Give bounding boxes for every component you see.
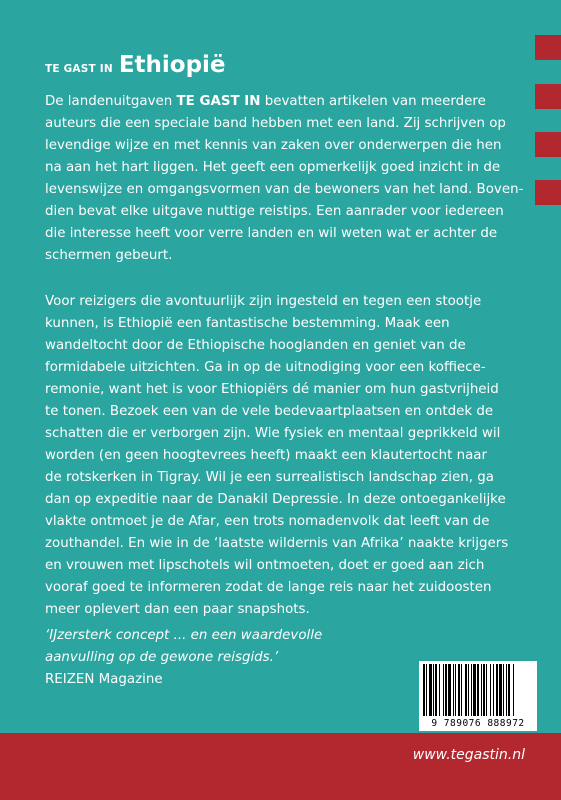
text-line: meer oplevert dan een paar snapshots.: [45, 602, 310, 617]
text-line: en vrouwen met lipschotels wil ontmoeten, doet er goed aan zich: [45, 558, 485, 573]
book-title: [45, 52, 226, 78]
text-line: dien bevat elke uitgave nuttige reistips. Een aanrader voor iedereen: [45, 204, 504, 219]
barcode-bar: [455, 664, 456, 716]
barcode-bar: [445, 664, 447, 716]
barcode-bar: [483, 664, 485, 716]
footer-band: [0, 733, 561, 800]
barcode-bar: [508, 664, 510, 716]
barcode-bar: [435, 664, 437, 716]
barcode-bar: [465, 664, 467, 716]
text-line: die interesse heeft voor verre landen en wil weten wat er achter de: [45, 226, 498, 241]
barcode-bar: [486, 664, 487, 716]
edge-tab: [535, 35, 561, 60]
text-line: dan op expeditie naar de Danakil Depressie. In deze ontoegankelijke: [45, 492, 506, 507]
text-line: levenswijze en omgangsvormen van de bewoners van het land. Boven-: [45, 182, 524, 197]
text-line: zouthandel. En wie in de ‘laatste wildernis van Afrika’ naakte krijgers: [45, 536, 509, 551]
quote-line: aanvulling op de gewone reisgids.’: [45, 650, 279, 665]
barcode-bar: [448, 664, 451, 716]
barcode-bar: [426, 664, 427, 716]
text-line: wandeltocht door de Ethiopische hooglanden en geniet van de: [45, 338, 466, 353]
barcode-bar: [506, 664, 507, 716]
text-line: worden (en geen hoogtevrees heeft) maakt een klautertocht naar: [45, 448, 488, 463]
barcode-bars: [423, 664, 533, 716]
barcode-bar: [493, 664, 494, 716]
barcode-bar: [471, 664, 472, 716]
barcode-bar: [429, 664, 432, 716]
text-line: na aan het hart liggen. Het geeft een opmerkelijk goed inzicht in de: [45, 160, 501, 175]
description-paragraph: [45, 291, 540, 621]
barcode-bar: [458, 664, 460, 716]
series-name: TE GAST IN: [45, 63, 113, 75]
text-line: auteurs die een speciale band hebben met een land. Zij schrijven op: [45, 116, 506, 131]
text-line: vlakte ontmoet je de Afar, een trots nomadenvolk dat leeft van de: [45, 514, 490, 529]
text-line: levendige wijze en met kennis van zaken over onderwerpen die hen: [45, 138, 502, 153]
barcode-bar: [443, 664, 444, 716]
text-line: Voor reizigers die avontuurlijk zijn ingesteld en tegen een stootje: [45, 294, 482, 309]
barcode-bar: [477, 664, 479, 716]
barcode-bar: [439, 664, 440, 716]
barcode-bar: [468, 664, 469, 716]
quote-line: ‘IJzersterk concept ... en een waardevolle: [45, 628, 323, 643]
barcode-bar: [453, 664, 454, 716]
text-line: schermen gebeurt.: [45, 248, 173, 263]
website-link[interactable]: www.tegastin.nl: [412, 747, 525, 763]
barcode-bar: [461, 664, 462, 716]
barcode-bar: [481, 664, 482, 716]
barcode-bar: [499, 664, 502, 716]
country-name: Ethiopië: [118, 52, 226, 78]
text-line: schatten die er verborgen zijn. Wie fysiek en mentaal geprikkeld wil: [45, 426, 501, 441]
quote-source: REIZEN Magazine: [45, 672, 163, 687]
isbn-number: 9 789076 888972: [431, 718, 525, 729]
barcode-bar: [490, 664, 491, 716]
isbn-barcode: [419, 661, 537, 731]
series-name-inline: TE GAST IN: [176, 94, 261, 109]
barcode-bar: [496, 664, 498, 716]
text-line: De landenuitgaven TE GAST IN bevatten artikelen van meerdere: [45, 94, 486, 109]
text-line: remonie, want het is voor Ethiopiërs dé manier om hun gastvrijheid: [45, 382, 499, 397]
barcode-bar: [473, 664, 476, 716]
review-quote: [45, 625, 322, 691]
text-line: de rotskerken in Tigray. Wil je een surrealistisch landschap zien, ga: [45, 470, 494, 485]
barcode-bar: [433, 664, 434, 716]
barcode-bar: [423, 664, 425, 716]
text-line: te tonen. Bezoek een van de vele bedevaartplaatsen en ontdek de: [45, 404, 494, 419]
text-line: kunnen, is Ethiopië een fantastische bestemming. Maak een: [45, 316, 450, 331]
text-line: formidabele uitzichten. Ga in op de uitnodiging voor een koffiece-: [45, 360, 486, 375]
intro-paragraph: [45, 91, 540, 267]
barcode-bar: [513, 664, 514, 716]
text-line: vooraf goed te informeren zodat de lange reis naar het zuidoosten: [45, 580, 492, 595]
barcode-bar: [503, 664, 504, 716]
